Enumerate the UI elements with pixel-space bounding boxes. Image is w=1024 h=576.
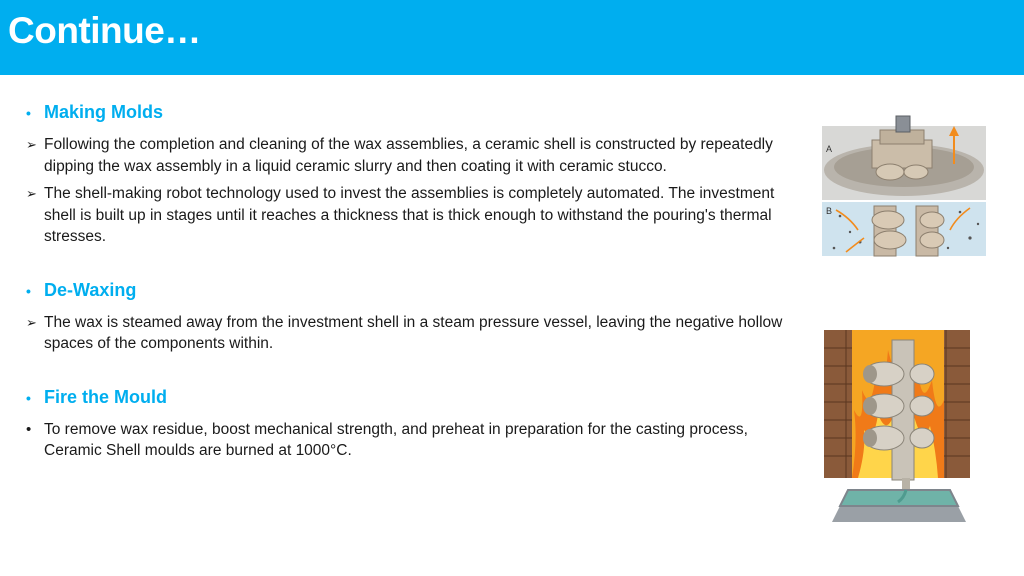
list-item <box>26 419 791 462</box>
section-heading-text: Making Molds <box>44 102 164 122</box>
section-fire-the-mould <box>26 387 791 462</box>
section-heading <box>26 102 791 128</box>
bullet-icon: • <box>26 420 32 438</box>
arrow-bullet-icon: ➢ <box>26 137 37 152</box>
list-item-text: The shell-making robot technology used to invest the assemblies is completely automated. The investment shell is built up in stages until it reaches a thickness that is thick enough to withstand the pouring's thermal stresses. <box>44 185 775 245</box>
kiln-firing-illustration <box>818 330 974 526</box>
section-heading-text: Fire the Mould <box>44 386 167 407</box>
arrow-bullet-icon: ➢ <box>26 314 37 330</box>
section-making-molds <box>26 102 791 248</box>
figure-label-a: A <box>826 144 833 154</box>
section-de-waxing <box>26 280 791 355</box>
section-heading <box>26 280 791 306</box>
list-item-text: Following the completion and cleaning of the wax assemblies, a ceramic shell is constructed by repeatedly dipping the wax assembly in a liquid ceramic slurry and then coating it with ceramic stucco. <box>44 136 773 175</box>
list-item <box>26 312 791 355</box>
section-heading-text: De-Waxing <box>44 279 137 300</box>
list-item <box>26 134 791 177</box>
figure-label-b: B <box>826 206 833 216</box>
slurry-dip-illustration <box>820 112 988 258</box>
content-area <box>26 102 791 462</box>
bullet-icon: • <box>26 105 31 121</box>
section-heading <box>26 387 791 413</box>
header-bar <box>0 0 1024 75</box>
list-item-text: To remove wax residue, boost mechanical strength, and preheat in preparation for the casting process, Ceramic Shell moulds are burned at 1000°C. <box>44 420 748 459</box>
bullet-icon: • <box>26 389 31 406</box>
list-item <box>26 183 791 248</box>
page-title: Continue… <box>8 10 201 51</box>
arrow-bullet-icon: ➢ <box>26 186 37 201</box>
list-item-text: The wax is steamed away from the investment shell in a steam pressure vessel, leaving the negative hollow spaces of the components within. <box>44 313 783 352</box>
bullet-icon: • <box>26 282 31 299</box>
